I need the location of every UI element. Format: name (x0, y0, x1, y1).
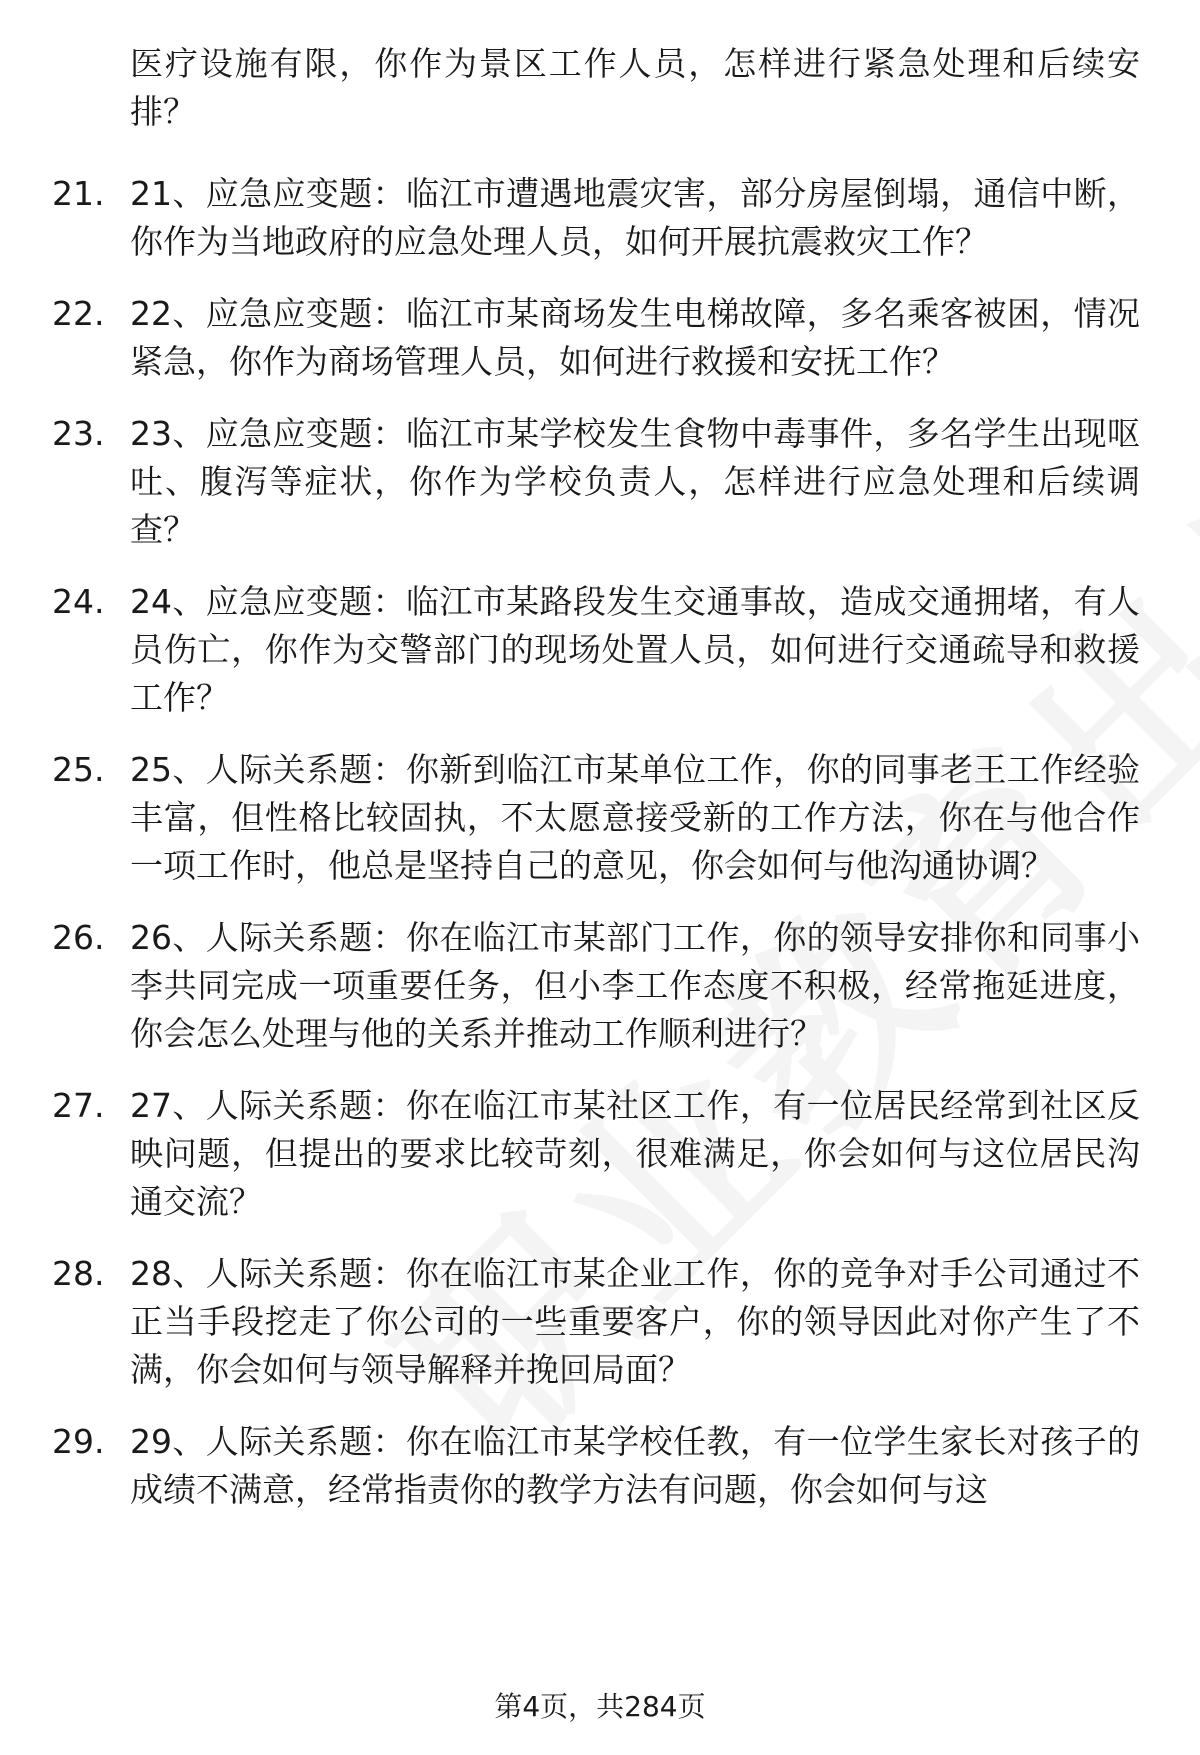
list-item (0, 410, 1200, 554)
item-number: 26. (52, 918, 105, 957)
list-item (0, 1418, 1200, 1514)
list-item (0, 1082, 1200, 1226)
item-number: 22. (52, 294, 105, 333)
list-item (0, 1250, 1200, 1394)
item-number: 27. (52, 1086, 105, 1125)
list-item (0, 746, 1200, 890)
item-text: 26、人际关系题：你在临江市某部门工作，你的领导安排你和同事小李共同完成一项重要任务，但小李工作态度不积极，经常拖延进度，你会怎么处理与他的关系并推动工作顺利进行？ (130, 918, 1140, 1053)
list-item (0, 578, 1200, 722)
item-text: 27、人际关系题：你在临江市某社区工作，有一位居民经常到社区反映问题，但提出的要求比较苛刻，很难满足，你会如何与这位居民沟通交流？ (130, 1086, 1140, 1221)
item-text: 29、人际关系题：你在临江市某学校任教，有一位学生家长对孩子的成绩不满意，经常指责你的教学方法有问题，你会如何与这 (130, 1422, 1140, 1509)
list-item-continuation (0, 40, 1200, 136)
question-list (0, 40, 1200, 1538)
item-number: 29. (52, 1422, 105, 1461)
list-item (0, 170, 1200, 266)
item-text: 21、应急应变题：临江市遭遇地震灾害，部分房屋倒塌，通信中断，你作为当地政府的应急处理人员，如何开展抗震救灾工作？ (130, 174, 1140, 261)
page-number-footer: 第4页，共284页 (494, 1690, 706, 1723)
item-number: 21. (52, 174, 105, 213)
item-text: 22、应急应变题：临江市某商场发生电梯故障，多名乘客被困，情况紧急，你作为商场管理人员，如何进行救援和安抚工作？ (130, 294, 1140, 381)
item-number: 28. (52, 1254, 105, 1293)
item-number: 23. (52, 414, 105, 453)
item-text: 24、应急应变题：临江市某路段发生交通事故，造成交通拥堵，有人员伤亡，你作为交警部门的现场处置人员，如何进行交通疏导和救援工作？ (130, 582, 1140, 717)
item-text: 28、人际关系题：你在临江市某企业工作，你的竞争对手公司通过不正当手段挖走了你公司的一些重要客户，你的领导因此对你产生了不满，你会如何与领导解释并挽回局面？ (130, 1254, 1140, 1389)
item-number: 25. (52, 750, 105, 789)
list-item (0, 914, 1200, 1058)
item-text: 23、应急应变题：临江市某学校发生食物中毒事件，多名学生出现呕吐、腹泻等症状，你作为学校负责人，怎样进行应急处理和后续调查？ (130, 414, 1140, 549)
item-text: 25、人际关系题：你新到临江市某单位工作，你的同事老王工作经验丰富，但性格比较固执，不太愿意接受新的工作方法，你在与他合作一项工作时，他总是坚持自己的意见，你会如何与他沟通协调？ (130, 750, 1140, 885)
item-text: 医疗设施有限，你作为景区工作人员，怎样进行紧急处理和后续安排？ (130, 44, 1140, 131)
list-item (0, 290, 1200, 386)
item-number: 24. (52, 582, 105, 621)
